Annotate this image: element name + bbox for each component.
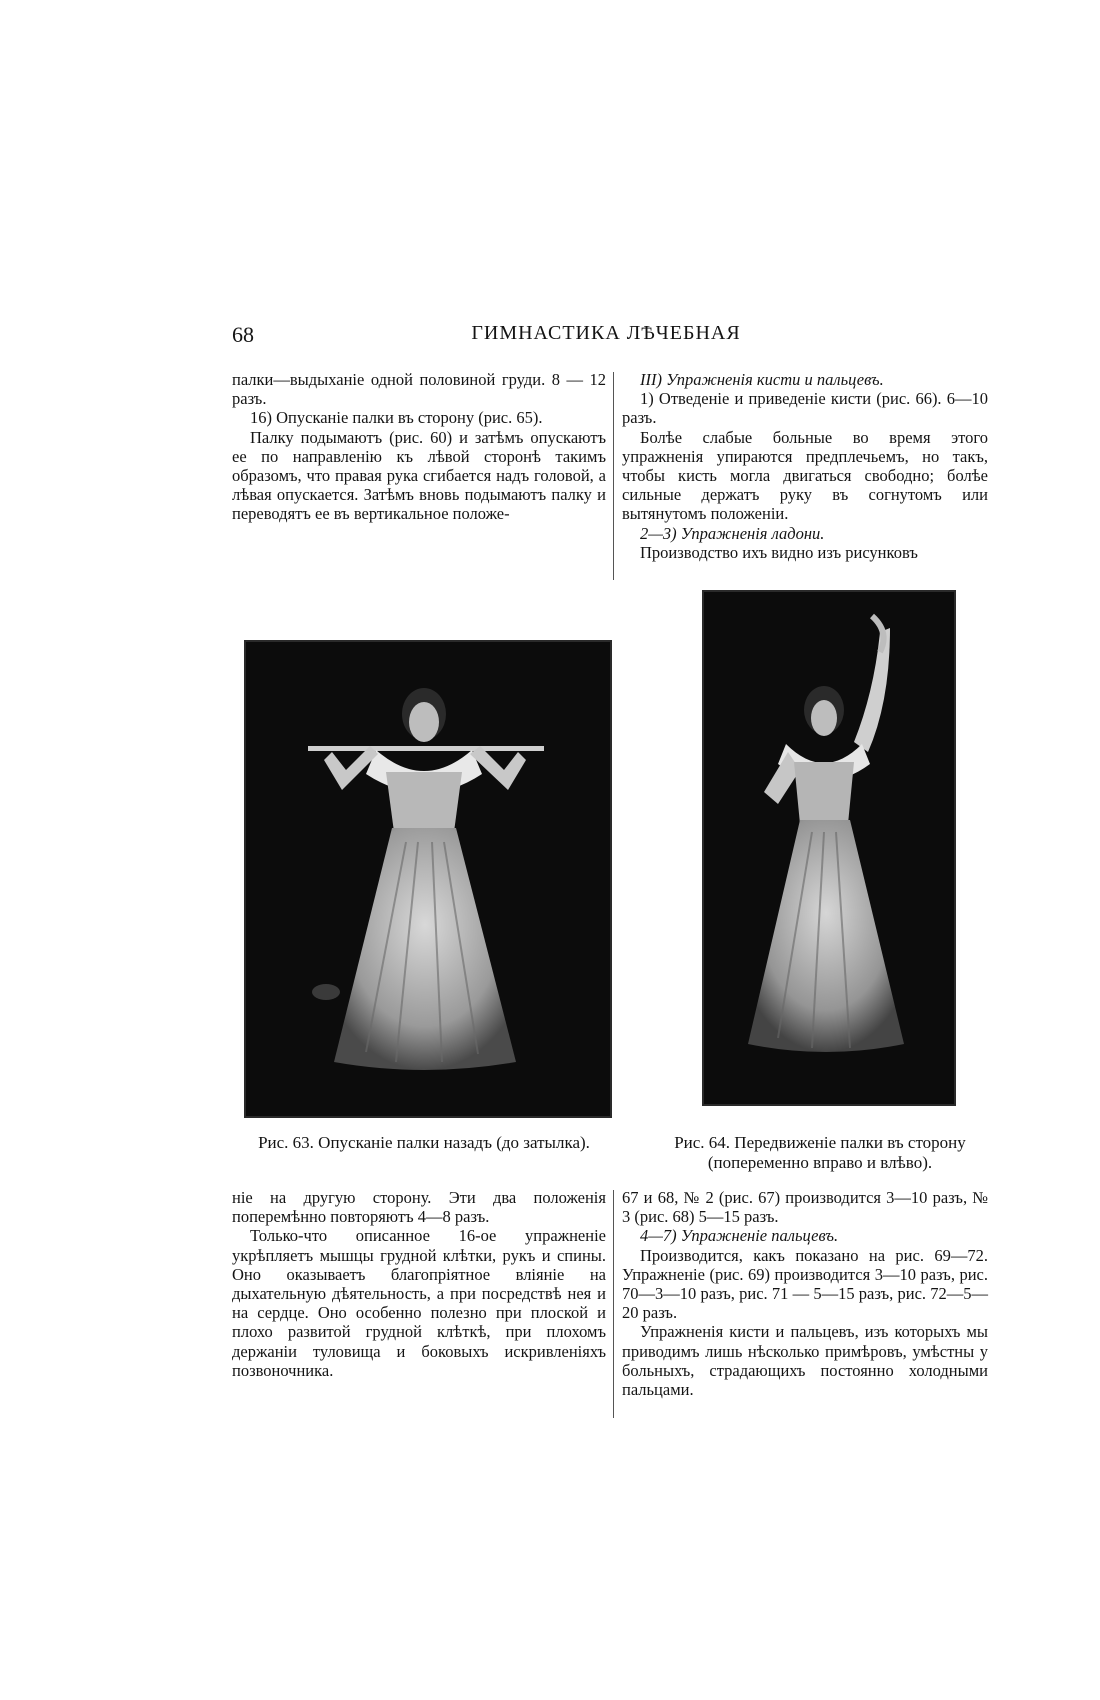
left-column-bottom: [232, 1188, 606, 1418]
paragraph: палки—выдыханіе одной половиной груди. 8 — 12 разъ.: [232, 370, 606, 409]
section-heading: III) Упражненія кисти и пальцевъ.: [640, 370, 884, 389]
paragraph: Болѣе слабые больные во время этого упражненія упираются предплечьемъ, но такъ, чтобы кисть могла двигаться свободно; болѣе сильные держатъ руку въ согнутомъ или вытянутомъ положеніи.: [622, 427, 988, 524]
figure-64-caption: Рис. 64. Передвиженіе палки въ сторону (попеременно вправо и влѣво).: [674, 1133, 966, 1172]
paragraph: 67 и 68, № 2 (рис. 67) производится 3—10 разъ, № 3 (рис. 68) 5—15 разъ.: [622, 1188, 988, 1227]
figure-64-photo: [702, 590, 956, 1106]
figure-63-caption: Рис. 63. Опусканіе палки назадъ (до затылка).: [258, 1133, 590, 1152]
right-column-bottom: [622, 1188, 988, 1418]
exercise-heading: 2—3) Упражненія ладони.: [640, 523, 825, 543]
column-divider: [613, 1190, 614, 1418]
figure-63-photo: [244, 640, 612, 1118]
exercise-heading: 1) Отведеніе и приведеніе кисти (рис. 66). 6—10 разъ.: [622, 389, 988, 428]
paragraph: Палку подымаютъ (рис. 60) и затѣмъ опускаютъ ее по направленію къ лѣвой сторонѣ такимъ образомъ, что правая рука сгибается надъ головой, а лѣвая опускается. Затѣмъ вновь подымаютъ палку и переводятъ ее въ вертикальное положе-: [232, 427, 606, 524]
right-column-top: [622, 370, 988, 580]
exercise-heading: 4—7) Упражненіе пальцевъ.: [640, 1226, 839, 1246]
paragraph: Производится, какъ показано на рис. 69—72. Упражненіе (рис. 69) производится 3—10 разъ, рис. 70—3—10 разъ, рис. 71 — 5—15 разъ, рис. 72—5—20 разъ.: [622, 1245, 988, 1323]
paragraph: ніе на другую сторону. Эти два положенія поперемѣнно повторяютъ 4—8 разъ.: [232, 1188, 606, 1227]
running-title: ГИМНАСТИКА ЛѢЧЕБНАЯ: [471, 322, 741, 344]
page-number: 68: [232, 322, 254, 347]
column-divider: [613, 372, 614, 580]
exercise-heading: 16) Опусканіе палки въ сторону (рис. 65).: [250, 408, 543, 428]
left-column-top: [232, 370, 606, 580]
paragraph: Производство ихъ видно изъ рисунковъ: [640, 542, 918, 562]
page-header: [232, 322, 980, 352]
paragraph: Упражненія кисти и пальцевъ, изъ которыхъ мы приводимъ лишь нѣсколько примѣровъ, умѣстны у больныхъ, страдающихъ постоянно холодными пальцами.: [622, 1322, 988, 1400]
paragraph: Только-что описанное 16-ое упражненіе укрѣпляетъ мышцы грудной клѣтки, рукъ и спины. Оно оказываетъ благопріятное вліяніе на дыхательную дѣятельность, а при посредствѣ нея и на сердце. Оно особенно полезно при плоской и плохо развитой грудной клѣткѣ, при плохомъ держаніи туловища и боковыхъ искривленіяхъ позвоночника.: [232, 1226, 606, 1380]
